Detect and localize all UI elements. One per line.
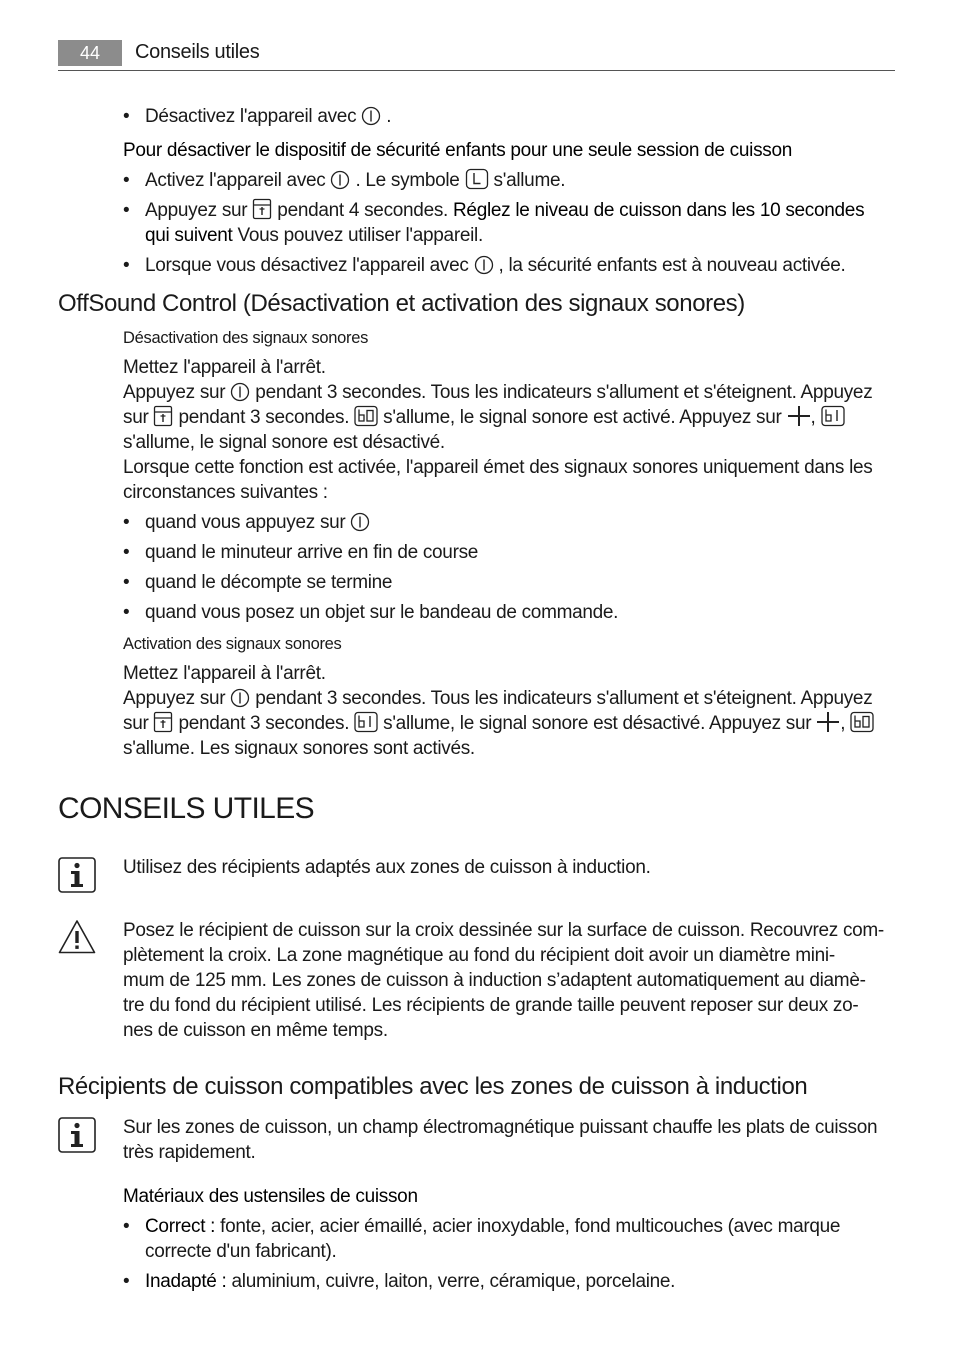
b0-display-icon — [354, 405, 378, 427]
timer-key-icon — [153, 405, 173, 427]
section-heading: Récipients de cuisson compatibles avec les zones de cuisson à induction — [58, 1073, 808, 1100]
info-text-line: très rapidement. — [123, 1142, 256, 1163]
list-item: Activez l'appareil avec . Le symbole s'allume. — [145, 170, 566, 191]
bullet: • — [123, 512, 130, 533]
timer-key-icon — [252, 198, 272, 220]
warning-text-line: plètement la croix. La zone magnétique au fond du récipient doit avoir un diamètre mini- — [123, 945, 835, 966]
power-icon — [230, 688, 250, 708]
list-item: Correct : fonte, acier, acier émaillé, acier inoxydable, fond multicouches (avec marque — [145, 1216, 841, 1237]
list-item: Appuyez sur pendant 4 secondes. Réglez le niveau de cuisson dans les 10 secondes — [145, 200, 865, 221]
lock-symbol-icon — [465, 168, 489, 190]
chapter-title: CONSEILS UTILES — [58, 792, 315, 825]
info-text-line: Sur les zones de cuisson, un champ électromagnétique puissant chauffe les plats de cuisson — [123, 1117, 878, 1138]
list-item: quand le décompte se termine — [145, 572, 393, 593]
list-item: quand le minuteur arrive en fin de course — [145, 542, 479, 563]
header-rule — [58, 70, 895, 71]
b1-display-icon — [821, 405, 845, 427]
page-number: 44 — [58, 40, 122, 66]
timer-key-icon — [153, 711, 173, 733]
list-item: Lorsque vous désactivez l'appareil avec , la sécurité enfants est à nouveau activée. — [145, 255, 846, 276]
b1-display-icon — [354, 711, 378, 733]
paragraph-line: circonstances suivantes : — [123, 482, 328, 503]
list-item: quand vous posez un objet sur le bandeau de commande. — [145, 602, 619, 623]
materials-heading: Matériaux des ustensiles de cuisson — [123, 1186, 418, 1207]
warning-text-line: mum de 125 mm. Les zones de cuisson à induction s’adaptent automatiquement au diamè- — [123, 970, 866, 991]
info-icon — [58, 857, 96, 893]
power-icon — [350, 512, 370, 532]
subsection-label: Désactivation des signaux sonores — [123, 329, 369, 347]
paragraph-line: Mettez l'appareil à l'arrêt. — [123, 663, 326, 684]
bullet: • — [123, 572, 130, 593]
bullet: • — [123, 542, 130, 563]
power-icon — [361, 106, 381, 126]
bullet: • — [123, 200, 130, 221]
bullet: • — [123, 602, 130, 623]
power-icon — [330, 170, 350, 190]
power-icon — [230, 382, 250, 402]
b0-display-icon — [850, 711, 874, 733]
info-text: Utilisez des récipients adaptés aux zones de cuisson à induction. — [123, 857, 651, 878]
running-header: Conseils utiles — [135, 41, 260, 63]
paragraph-line: Appuyez sur pendant 3 secondes. Tous les indicateurs s'allument et s'éteignent. Appuyez — [123, 688, 873, 709]
bullet: • — [123, 1271, 130, 1292]
list-item: quand vous appuyez sur — [145, 510, 370, 535]
paragraph-line: sur pendant 3 secondes. s'allume, le signal sonore est désactivé. Appuyez sur , — [123, 711, 874, 736]
plus-icon — [787, 405, 811, 427]
bullet: • — [123, 106, 130, 127]
list-item: Désactivez l'appareil avec . — [145, 106, 392, 127]
warning-text-line: nes de cuisson en même temps. — [123, 1020, 388, 1041]
paragraph-line: s'allume. Les signaux sonores sont activés. — [123, 738, 475, 759]
bullet: • — [123, 170, 130, 191]
list-item: Inadapté : aluminium, cuivre, laiton, verre, céramique, porcelaine. — [145, 1271, 676, 1292]
info-icon — [58, 1117, 96, 1153]
section-subheading: Pour désactiver le dispositif de sécurité enfants pour une seule session de cuisson — [123, 140, 792, 161]
warning-text-line: tre du fond du récipient utilisé. Les récipients de grande taille peuvent reposer sur deux zo- — [123, 995, 859, 1016]
paragraph-line: Lorsque cette fonction est activée, l'appareil émet des signaux sonores uniquement dans les — [123, 457, 873, 478]
paragraph-line: Mettez l'appareil à l'arrêt. — [123, 357, 326, 378]
warning-icon — [58, 919, 96, 955]
paragraph-line: sur pendant 3 secondes. s'allume, le signal sonore est activé. Appuyez sur , — [123, 405, 845, 430]
power-icon — [474, 255, 494, 275]
warning-text-line: Posez le récipient de cuisson sur la croix dessinée sur la surface de cuisson. Recouvrez com- — [123, 920, 884, 941]
section-heading: OffSound Control (Désactivation et activation des signaux sonores) — [58, 290, 745, 317]
paragraph-line: s'allume, le signal sonore est désactivé. — [123, 432, 445, 453]
bullet: • — [123, 1216, 130, 1237]
bullet: • — [123, 255, 130, 276]
list-item-continuation: correcte d'un fabricant). — [145, 1241, 337, 1262]
paragraph-line: Appuyez sur pendant 3 secondes. Tous les indicateurs s'allument et s'éteignent. Appuyez — [123, 382, 873, 403]
plus-icon — [816, 711, 840, 733]
list-item-continuation: qui suivent Vous pouvez utiliser l'appareil. — [145, 225, 483, 246]
subsection-label: Activation des signaux sonores — [123, 635, 342, 653]
